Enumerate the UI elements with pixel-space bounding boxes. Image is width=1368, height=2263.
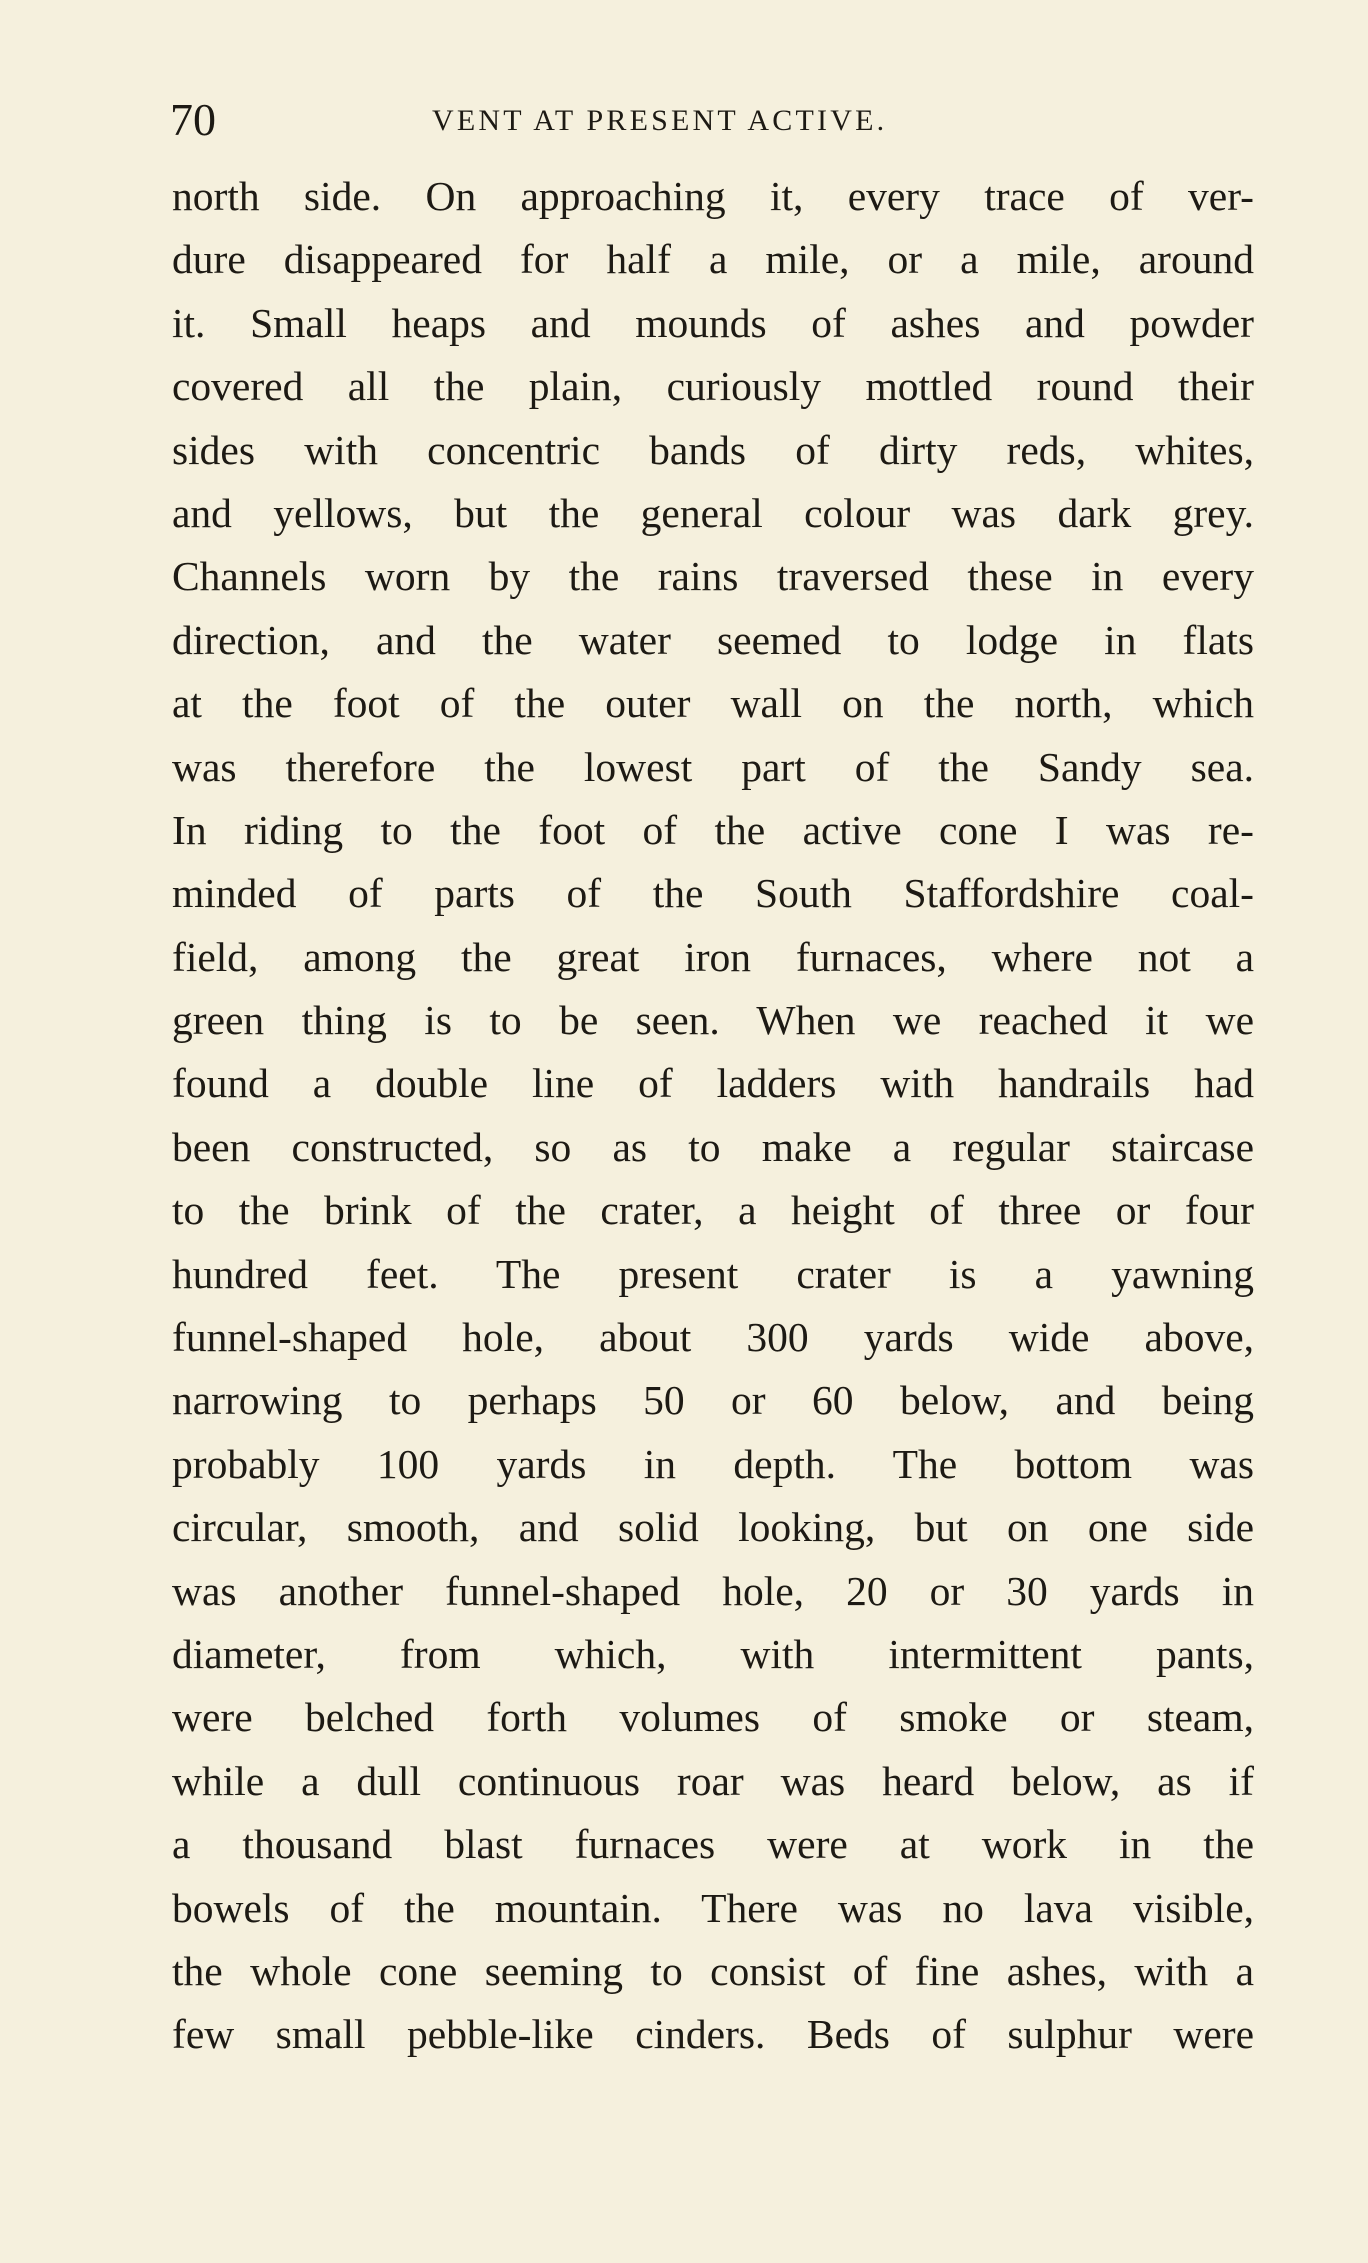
text-line: bowels of the mountain. There was no lava visible, xyxy=(172,1884,1254,1931)
text-line: been constructed, so as to make a regular staircase xyxy=(172,1123,1254,1170)
text-line: few small pebble-like cinders. Beds of sulphur were xyxy=(172,2011,1254,2058)
text-line: dure disappeared for half a mile, or a mile, around xyxy=(172,236,1254,283)
text-line: circular, smooth, and solid looking, but on one side xyxy=(172,1504,1254,1551)
text-line: funnel-shaped hole, about 300 yards wide above, xyxy=(172,1314,1254,1361)
text-line: field, among the great iron furnaces, where not a xyxy=(172,933,1254,980)
text-line: direction, and the water seemed to lodge in flats xyxy=(172,616,1254,663)
text-line: while a dull continuous roar was heard below, as if xyxy=(172,1757,1254,1804)
text-line: green thing is to be seen. When we reached it we xyxy=(172,997,1254,1044)
text-line: diameter, from which, with intermittent pants, xyxy=(172,1630,1254,1677)
text-line: north side. On approaching it, every trace of ver- xyxy=(172,173,1254,219)
text-line: was another funnel-shaped hole, 20 or 30 yards in xyxy=(172,1567,1254,1614)
text-line: was therefore the lowest part of the Sandy sea. xyxy=(172,743,1254,790)
text-line: sides with concentric bands of dirty reds, whites, xyxy=(172,426,1254,473)
text-line: at the foot of the outer wall on the north, which xyxy=(172,680,1254,727)
running-title: VENT AT PRESENT ACTIVE. xyxy=(432,104,888,137)
text-line: minded of parts of the South Staffordshire coal- xyxy=(172,870,1254,917)
text-line: found a double line of ladders with handrails had xyxy=(172,1060,1254,1107)
body-text xyxy=(172,165,1254,2067)
text-line: narrowing to perhaps 50 or 60 below, and being xyxy=(172,1377,1254,1424)
text-line: the whole cone seeming to consist of fine ashes, with a xyxy=(172,1947,1254,1994)
text-line: Channels worn by the rains traversed these in every xyxy=(172,553,1254,600)
text-line: In riding to the foot of the active cone I was re- xyxy=(172,806,1254,853)
text-line: and yellows, but the general colour was dark grey. xyxy=(172,489,1254,536)
running-head xyxy=(170,90,1250,150)
text-line: it. Small heaps and mounds of ashes and powder xyxy=(172,299,1254,346)
text-line: were belched forth volumes of smoke or steam, xyxy=(172,1694,1254,1741)
text-line: probably 100 yards in depth. The bottom was xyxy=(172,1440,1254,1487)
text-line: to the brink of the crater, a height of three or four xyxy=(172,1187,1254,1234)
text-line: a thousand blast furnaces were at work in the xyxy=(172,1821,1254,1868)
page-number: 70 xyxy=(170,94,216,145)
text-line: hundred feet. The present crater is a yawning xyxy=(172,1250,1254,1297)
text-line: covered all the plain, curiously mottled round their xyxy=(172,363,1254,410)
